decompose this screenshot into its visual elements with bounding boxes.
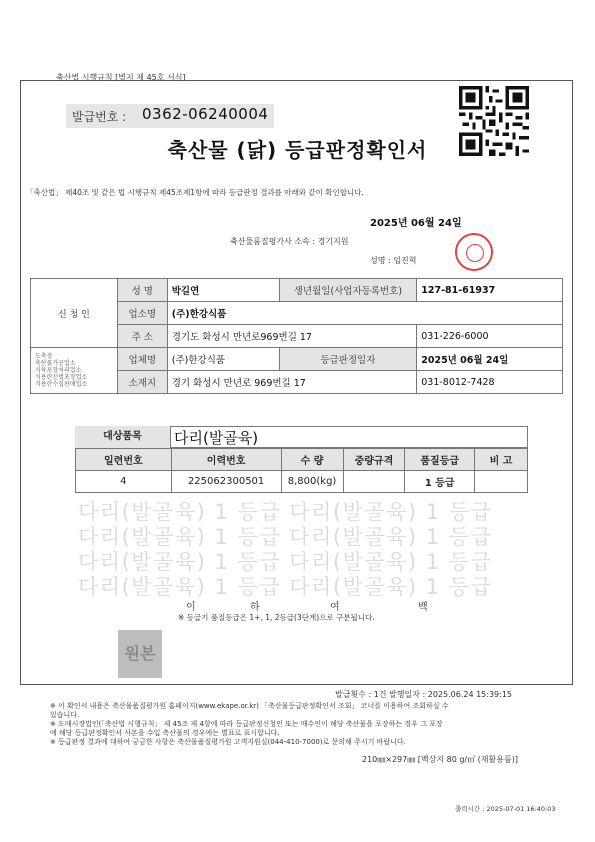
- original-stamp: 원본: [118, 630, 162, 678]
- watermark-line: 다리(발골육) 1 등급 다리(발골육) 1 등급: [78, 525, 493, 549]
- document-title: 축산물 (닭) 등급판정확인서: [167, 138, 428, 162]
- row-serial: 4: [76, 471, 172, 493]
- seal-inner-icon: [466, 244, 484, 262]
- grading-date: 2025년 06월 24일: [417, 348, 563, 371]
- form-label: 축산법 시행규칙 [별지 제 45호 서식]: [56, 73, 186, 82]
- applicant-id: 127-81-61937: [417, 279, 563, 302]
- location-label: 소재지: [117, 371, 167, 394]
- header-quantity: 수 량: [281, 449, 343, 471]
- watermark-line: 다리(발골육) 1 등급 다리(발골육) 1 등급: [78, 575, 493, 599]
- intro-text: 「축산법」 제40조 및 같은 법 시행규칙 제45조제1항에 따라 등급판정 결과를 아래와 같이 확인합니다.: [26, 188, 364, 197]
- grade-note: ※ 등급기 품질등급은 1+, 1, 2등급(3단계)으로 구분됩니다.: [178, 613, 375, 622]
- facility-section-label: 도축장 축산물가공업소 식육포장처리업소 식용란선별포장업소 식용란수집판매업소: [31, 348, 118, 394]
- footnote: ※ 등급판정 결과에 대하여 궁금한 사항은 축산물품질평가원 고객지원실(044-410-7000)로 문의해 주시기 바랍니다.: [50, 738, 406, 746]
- row-remarks: [475, 471, 528, 493]
- footnote: 있습니다.: [50, 711, 80, 719]
- header-weight-spec: 중량규격: [343, 449, 405, 471]
- goods-table: [75, 448, 528, 493]
- footnote: ※ 이 확인서 내용은 축산물품질평가원 홈페이지(www.ekape.or.kr) 「축산물등급판정확인서 조회」 코너를 이용하여 조회하실 수: [50, 702, 449, 710]
- blank-char-2: 하: [250, 602, 260, 613]
- blank-char-1: 이: [186, 602, 196, 613]
- item-label: 대상품목: [75, 426, 171, 448]
- issue-footer: 발급횟수 : 1건 발행일자 : 2025.06.24 15:39:15: [335, 690, 513, 699]
- facility-name: (주)한강식품: [167, 348, 279, 371]
- facility-address: 경기 화성시 만년로 969번길 17: [167, 371, 416, 394]
- applicant-name: 박길연: [167, 279, 279, 302]
- issue-number: 0362-06240004: [142, 105, 269, 123]
- signer-org: 축산물품질평가사 소속 : 경기지원: [230, 237, 349, 246]
- id-label: 생년월일(사업자등록번호): [279, 279, 417, 302]
- row-grade: 1 등급: [405, 471, 475, 493]
- row-quantity: 8,800(kg): [281, 471, 343, 493]
- issue-number-label: 발급번호 :: [72, 110, 127, 124]
- header-grade: 품질등급: [405, 449, 475, 471]
- blank-char-3: 여: [330, 602, 340, 613]
- company-label: 업소명: [117, 302, 167, 325]
- name-label: 성 명: [117, 279, 167, 302]
- issue-date: 2025년 06월 24일: [370, 218, 462, 229]
- applicant-company: (주)한강식품: [167, 302, 562, 325]
- signer-name: 성명 : 임진혁: [370, 256, 417, 265]
- blank-char-4: 백: [418, 602, 428, 613]
- info-table: [30, 278, 563, 394]
- applicant-phone: 031-226-6000: [417, 325, 563, 348]
- address-label: 주 소: [117, 325, 167, 348]
- official-seal: [455, 233, 493, 271]
- applicant-section-label: 신 청 인: [31, 279, 118, 348]
- header-serial: 일련번호: [76, 449, 172, 471]
- header-trace-no: 이력번호: [171, 449, 281, 471]
- paper-spec: 210㎜×297㎜ [백상지 80 g/㎡ (재활용품)]: [362, 755, 518, 764]
- biz-name-label: 업체명: [117, 348, 167, 371]
- row-trace-no: 225062300501: [171, 471, 281, 493]
- print-time: 출력시간 : 2025-07-01 16:40:03: [455, 805, 556, 813]
- footnote: 에 해당 등급판정확인서 사본을 수입 축산물의 경우에는 별표로 표시합니다.: [50, 729, 280, 737]
- watermark-line: 다리(발골육) 1 등급 다리(발골육) 1 등급: [78, 550, 493, 574]
- applicant-address: 경기도 화성시 만년로969번길 17: [167, 325, 416, 348]
- header-remarks: 비 고: [475, 449, 528, 471]
- row-weight-spec: [343, 471, 405, 493]
- grading-date-label: 등급판정일자: [279, 348, 417, 371]
- facility-phone: 031-8012-7428: [417, 371, 563, 394]
- footnote: ※ 도매시장법인(「축산법 시행규칙」 제 45조 제 4항에 따라 등급판정신청인 또는 매수인이 해당 축산물을 포장하는 경우 그 포장: [50, 720, 443, 728]
- item-value: 다리(발골육): [174, 429, 259, 447]
- watermark-line: 다리(발골육) 1 등급 다리(발골육) 1 등급: [78, 500, 493, 524]
